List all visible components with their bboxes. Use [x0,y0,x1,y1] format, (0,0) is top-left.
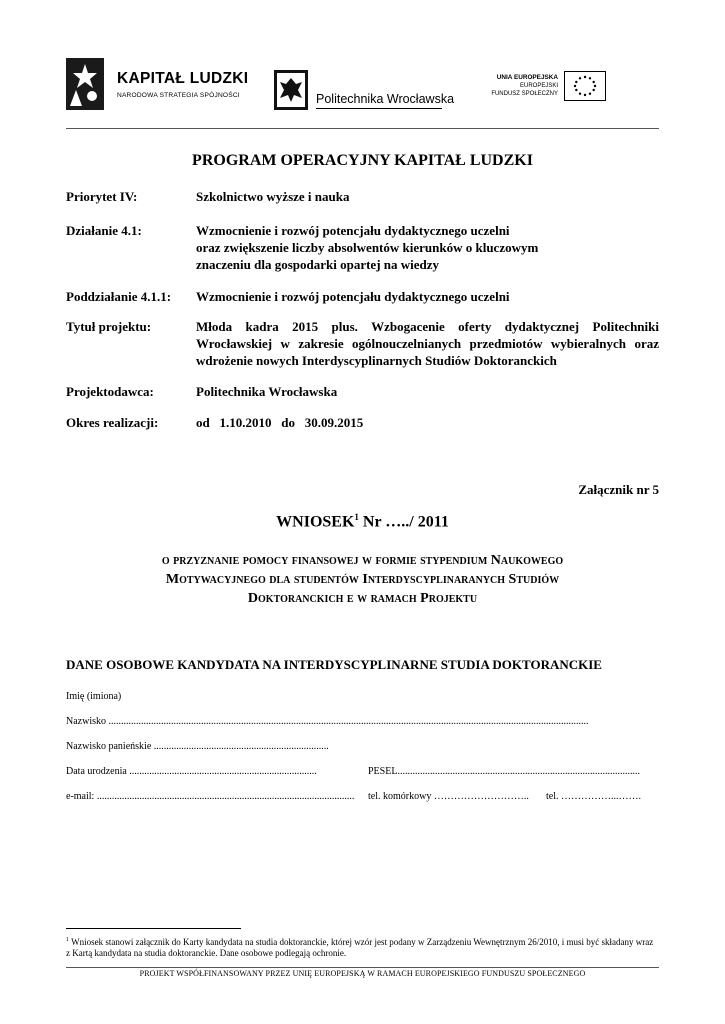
priority-value: Szkolnictwo wyższe i nauka [196,189,350,204]
kapital-ludzki-subtitle: NARODOWA STRATEGIA SPÓJNOŚCI [117,92,240,99]
info-priority [66,188,659,205]
subtitle-line1: o przyznanie pomocy finansowej w formie stypendium Naukowego [161,553,564,568]
eu-line3: FUNDUSZ SPOŁECZNY [491,91,558,97]
eu-line2: EUROPEJSKI [519,83,558,89]
application-subtitle [66,551,659,608]
mobile-phone-field[interactable]: tel. komórkowy ……………………….. [368,791,529,802]
beneficiary-label: Projektodawca: [66,384,154,399]
action-line1: Wzmocnienie i rozwój potencjału dydaktycznego uczelni [196,223,510,238]
info-beneficiary [66,383,659,400]
kapital-ludzki-emblem-icon [66,58,104,110]
footnote-mark: 1 [66,937,69,943]
politechnika-name: Politechnika Wrocławska [316,92,455,106]
application-number: Nr …../ 2011 [358,513,449,531]
email-field[interactable]: e-mail: ....................................................................................................... [66,791,355,802]
pesel-field[interactable]: PESEL................................................................................................. [368,766,640,777]
info-action [66,222,659,273]
action-value [196,222,659,273]
subtitle-line2: Motywacyjnego dla studentów Interdyscyplinaranych Studiów [165,572,560,587]
footer-cofinancing-text: PROJEKT WSPÓŁFINANSOWANY PRZEZ UNIĘ EUROPEJSKĄ W RAMACH EUROPEJSKIEGO FUNDUSZU SPOŁECZNEGO [139,969,586,978]
application-title-word: WNIOSEK [276,513,355,531]
politechnika-crest-icon [274,70,308,110]
action-line2: oraz zwiększenie liczby absolwentów kierunków o kluczowym [196,240,539,255]
info-period [66,414,659,431]
footnote-text: Wniosek stanowi załącznik do Karty kandydata na studia doktoranckie, której wzór jest podany w Zarządzeniu Wewnętrznym 26/2010, i musi być składany wraz z Kartą kandydata na studia doktoranckie. Dane osobowe podlegają ochronie. [66,937,654,958]
period-label: Okres realizacji: [66,415,159,430]
eu-flag-icon [564,71,606,101]
eu-text [468,74,558,98]
footnote [66,935,656,959]
first-name-field[interactable]: Imię (imiona) [66,691,122,702]
eu-line1: UNIA EUROPEJSKA [496,74,558,81]
info-project-title [66,318,659,369]
birth-date-field[interactable]: Data urodzenia ........................................................................... [66,766,317,777]
attachment-number: Załącznik nr 5 [578,482,659,497]
action-label: Działanie 4.1: [66,223,142,238]
surname-field[interactable]: Nazwisko ................................................................................................................................................................................................ [66,716,589,727]
logo-bar [66,56,662,118]
phone-field[interactable]: tel. ……………...……. [546,791,641,802]
application-title [66,512,659,531]
header-divider [66,128,659,129]
kapital-ludzki-title: KAPITAŁ LUDZKI [117,70,249,87]
maiden-name-field[interactable]: Nazwisko panieńskie ...................................................................... [66,741,329,752]
info-subaction [66,288,659,305]
subaction-label: Poddziałanie 4.1.1: [66,289,172,304]
personal-data-heading: DANE OSOBOWE KANDYDATA NA INTERDYSCYPLINARNE STUDIA DOKTORANCKIE [66,657,602,672]
action-line3: znaczeniu dla gospodarki opartej na wiedzy [196,257,440,272]
politechnika-underline [316,108,442,109]
priority-label: Priorytet IV: [66,189,138,204]
project-title-value: Młoda kadra 2015 plus. Wzbogacenie oferty dydaktycznej Politechniki Wrocławskiej w zakresie ogólnouczelnianych przedmiotów wybieralnych oraz wdrożenie nowych Interdyscyplinarnych Studiów Doktoranckich [196,319,659,368]
application-footnote-mark: 1 [354,512,359,522]
footnote-separator [66,928,241,929]
subaction-value: Wzmocnienie i rozwój potencjału dydaktycznego uczelni [196,289,510,304]
footer-divider [66,967,659,968]
program-title: PROGRAM OPERACYJNY KAPITAŁ LUDZKI [192,152,533,169]
beneficiary-value: Politechnika Wrocławska [196,384,338,399]
project-title-label: Tytuł projektu: [66,319,152,334]
subtitle-line3: Doktoranckich e w ramach Projektu [247,591,478,606]
period-value: od 1.10.2010 do 30.09.2015 [196,415,364,430]
